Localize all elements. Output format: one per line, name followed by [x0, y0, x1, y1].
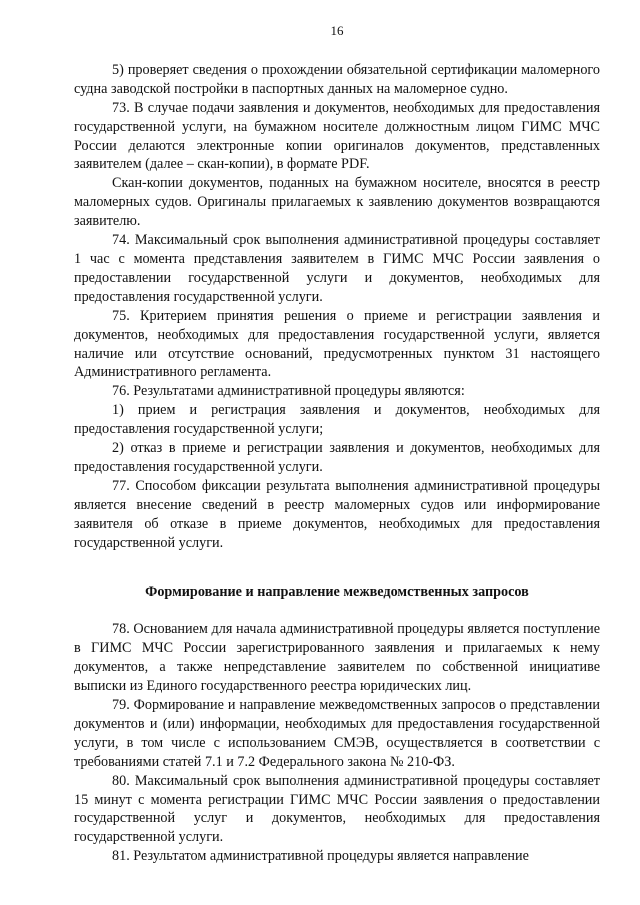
paragraph-80: 80. Максимальный срок выполнения административной процедуры составляет 15 минут с момента регистрации ГИМС МЧС России заявления о предоставлении государственной услуг и документов, необходимых для предоставления государственной услуги. [74, 772, 600, 846]
paragraph-81: 81. Результатом административной процедуры является направление [112, 848, 529, 865]
paragraph-79: 79. Формирование и направление межведомственных запросов о представлении документов и (или) информации, необходимых для предоставления государственной услуги, в том числе с использованием СМЭВ, осуществляется в соответствии с требованиями статей 7.1 и 7.2 Федерального закона № 210-ФЗ. [74, 697, 600, 770]
section-heading: Формирование и направление межведомственных запросов [145, 584, 529, 601]
paragraph-75: 75. Критерием принятия решения о приеме и регистрации заявления и документов, необходимых для предоставления государственной услуги, является наличие или отсутствие оснований, предусмотренных пунктом 31 настоящего Административного регламента. [74, 307, 600, 381]
paragraph-5-check-certification: 5) проверяет сведения о прохождении обязательной сертификации маломерного судна заводской постройки в паспортных данных на маломерное судно. [74, 61, 600, 97]
paragraph-73: 73. В случае подачи заявления и документов, необходимых для предоставления государственной услуги, на бумажном носителе должностным лицом ГИМС МЧС России делаются электронные копии оригиналов документов, представленных заявителем (далее – скан-копии), в формате PDF. [74, 99, 600, 173]
page-number: 16 [330, 23, 344, 38]
paragraph-76: 76. Результатами административной процедуры являются: [112, 383, 465, 400]
paragraph-76-item-2: 2) отказ в приеме и регистрации заявления и документов, необходимых для предоставления государственной услуги. [74, 440, 600, 475]
paragraph-scan-copies: Скан-копии документов, поданных на бумажном носителе, вносятся в реестр маломерных судов. Оригиналы прилагаемых к заявлению документов возвращаются заявителю. [74, 175, 600, 230]
paragraph-77: 77. Способом фиксации результата выполнения административной процедуры является внесение сведений в реестр маломерных судов или информирование заявителя об отказе в приеме документов, необходимых для предоставления государственной услуги. [74, 477, 600, 551]
paragraph-78: 78. Основанием для начала административной процедуры является поступление в ГИМС МЧС России зарегистрированного заявления и прилагаемых к нему документов, а также непредставление заявителем по собственной инициативе выписки из Единого государственного реестра юридических лиц. [74, 621, 600, 695]
paragraph-74: 74. Максимальный срок выполнения административной процедуры составляет 1 час с момента представления заявителем в ГИМС МЧС России заявления о предоставлении государственной услуги и документов, необходимых для предоставления государственной услуги. [74, 232, 600, 305]
paragraph-76-item-1: 1) прием и регистрация заявления и документов, необходимых для предоставления государственной услуги; [74, 402, 600, 438]
